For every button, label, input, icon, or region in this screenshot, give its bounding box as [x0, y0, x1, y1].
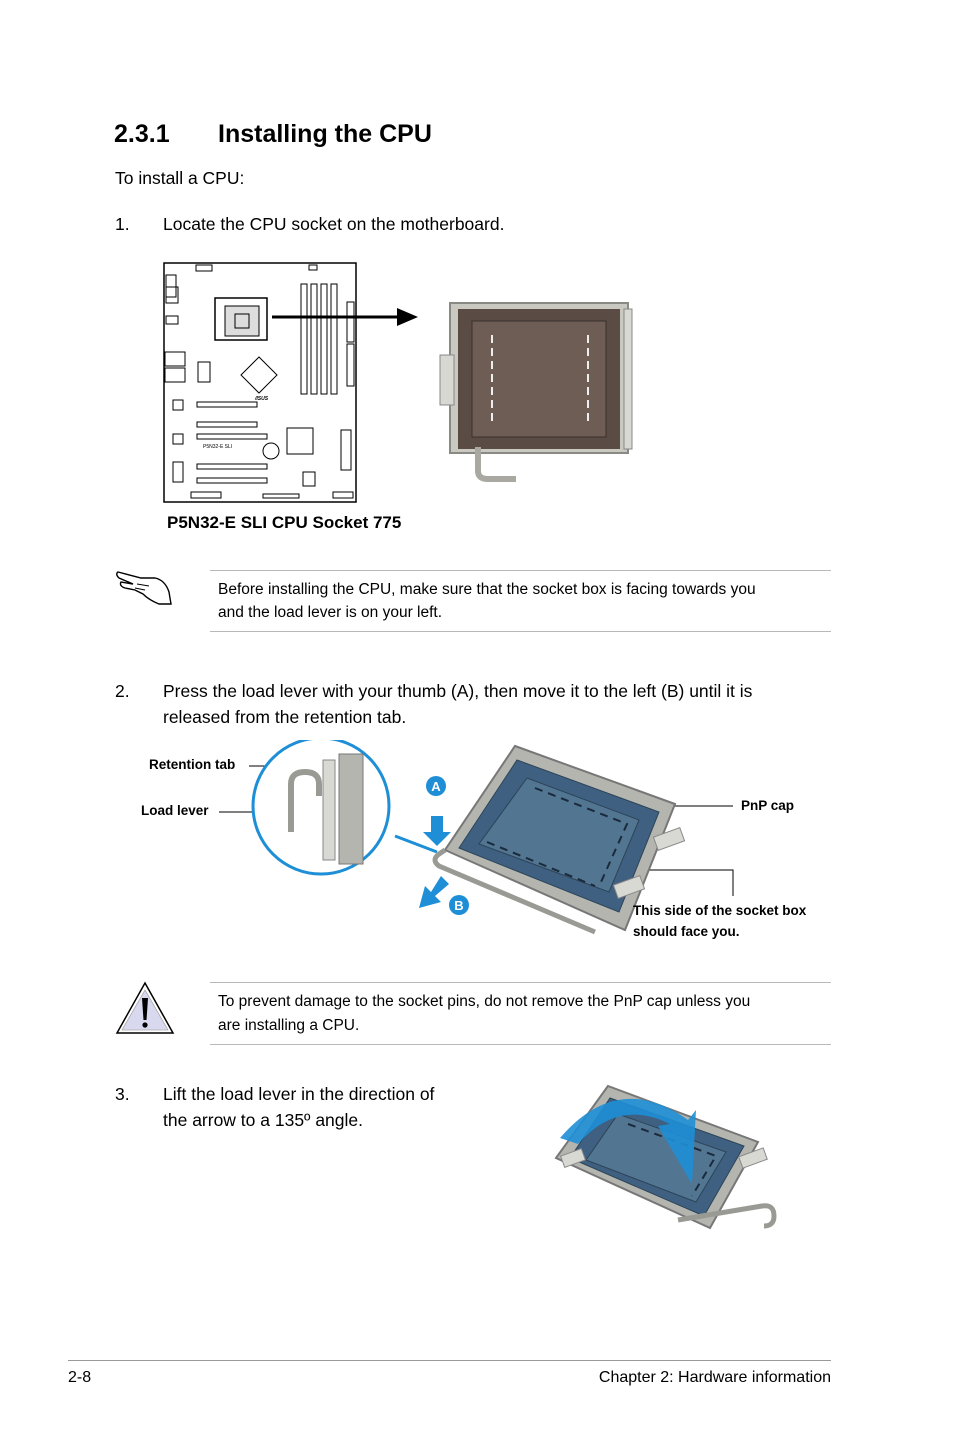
label-retention-tab: Retention tab — [149, 757, 236, 772]
load-lever-diagram — [215, 740, 835, 950]
figure1-caption: P5N32-E SLI CPU Socket 775 — [167, 513, 402, 532]
marker-a: A — [431, 779, 441, 794]
chapter-title: Chapter 2: Hardware information — [598, 1369, 831, 1386]
label-load-lever: Load lever — [141, 803, 209, 818]
warning-line2: are installing a CPU. — [218, 1017, 360, 1034]
step-3-number: 3. — [115, 1084, 130, 1104]
step-2-line1: Press the load lever with your thumb (A), then move it to the left (B) until it is — [163, 681, 753, 701]
arrow-right-icon — [272, 305, 420, 329]
section-title: Installing the CPU — [218, 120, 432, 148]
board-model-label: P5N32-E SLI — [203, 444, 233, 450]
label-socket-side-2: should face you. — [633, 924, 740, 939]
label-pnp-cap: PnP cap — [741, 798, 795, 813]
intro-text: To install a CPU: — [115, 168, 245, 188]
step-3-line1: Lift the load lever in the direction of — [163, 1084, 435, 1104]
hand-note-icon — [115, 564, 175, 608]
motherboard-diagram — [163, 262, 357, 503]
step-1-number: 1. — [115, 214, 130, 234]
warning-line1: To prevent damage to the socket pins, do not remove the PnP cap unless you — [218, 993, 751, 1010]
step-2-line2: released from the retention tab. — [163, 707, 407, 727]
section-number: 2.3.1 — [114, 120, 170, 148]
page-number: 2-8 — [68, 1369, 92, 1386]
lever-lift-diagram — [548, 1080, 780, 1240]
step-1-text: Locate the CPU socket on the motherboard. — [163, 214, 505, 234]
warning-triangle-icon — [114, 980, 176, 1036]
cpu-socket-photo — [438, 295, 634, 485]
note1-line2: and the load lever is on your left. — [218, 604, 443, 621]
label-socket-side-1: This side of the socket box — [633, 903, 807, 918]
step-2-number: 2. — [115, 681, 130, 701]
marker-b: B — [454, 898, 464, 913]
board-logo-text: /ISUS — [255, 396, 269, 402]
step-3-line2: the arrow to a 135º angle. — [163, 1110, 363, 1130]
note1-line1: Before installing the CPU, make sure that the socket box is facing towards you — [218, 581, 756, 598]
